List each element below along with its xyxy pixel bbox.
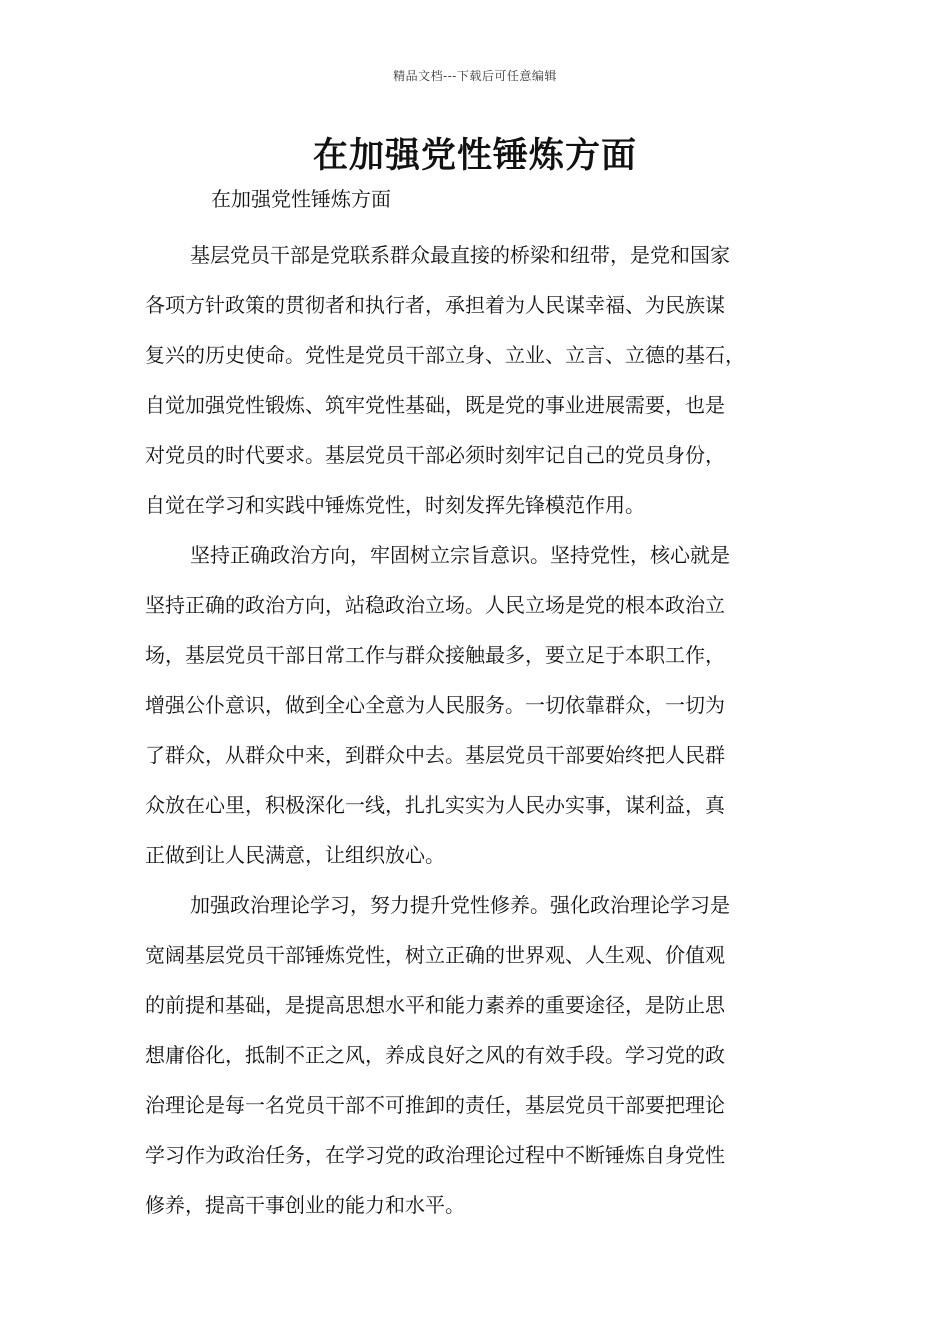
paragraph-line: 对党员的时代要求。基层党员干部必须时刻牢记自己的党员身份，	[145, 443, 725, 467]
document-body	[145, 230, 825, 1230]
paragraph-line: 坚持正确政治方向，牢固树立宗旨意识。坚持党性，核心就是	[190, 543, 730, 567]
paragraph-line: 增强公仆意识，做到全心全意为人民服务。一切依靠群众，一切为	[145, 693, 725, 717]
paragraph-line: 想庸俗化，抵制不正之风，养成良好之风的有效手段。学习党的政	[145, 1043, 725, 1067]
paragraph-line: 了群众，从群众中来，到群众中去。基层党员干部要始终把人民群	[145, 743, 725, 767]
paragraph-line: 复兴的历史使命。党性是党员干部立身、立业、立言、立德的基石，	[145, 343, 745, 367]
paragraph-line: 场，基层党员干部日常工作与群众接触最多，要立足于本职工作，	[145, 643, 725, 667]
paragraph-line: 的前提和基础，是提高思想水平和能力素养的重要途径，是防止思	[145, 993, 725, 1017]
paragraph-line: 学习作为政治任务，在学习党的政治理论过程中不断锤炼自身党性	[145, 1143, 725, 1167]
paragraph-line: 治理论是每一名党员干部不可推卸的责任，基层党员干部要把理论	[145, 1093, 725, 1117]
page-header-note: 精品文档---下载后可任意编辑	[393, 69, 557, 83]
paragraph-line: 众放在心里，积极深化一线，扎扎实实为人民办实事，谋利益，真	[145, 793, 725, 817]
paragraph-line: 修养，提高干事创业的能力和水平。	[145, 1193, 465, 1217]
paragraph-line: 基层党员干部是党联系群众最直接的桥梁和纽带，是党和国家	[190, 243, 730, 267]
paragraph-line: 自觉在学习和实践中锤炼党性，时刻发挥先锋模范作用。	[145, 493, 645, 517]
paragraph-line: 宽阔基层党员干部锤炼党性，树立正确的世界观、人生观、价值观	[145, 943, 725, 967]
paragraph-line: 坚持正确的政治方向，站稳政治立场。人民立场是党的根本政治立	[145, 593, 725, 617]
paragraph-line: 自觉加强党性锻炼、筑牢党性基础，既是党的事业进展需要，也是	[145, 393, 725, 417]
document-subtitle: 在加强党性锤炼方面	[211, 187, 391, 211]
document-title: 在加强党性锤炼方面	[312, 135, 637, 176]
paragraph-line: 正做到让人民满意，让组织放心。	[145, 843, 445, 867]
paragraph-line: 加强政治理论学习，努力提升党性修养。强化政治理论学习是	[190, 893, 730, 917]
paragraph-line: 各项方针政策的贯彻者和执行者，承担着为人民谋幸福、为民族谋	[145, 293, 725, 317]
